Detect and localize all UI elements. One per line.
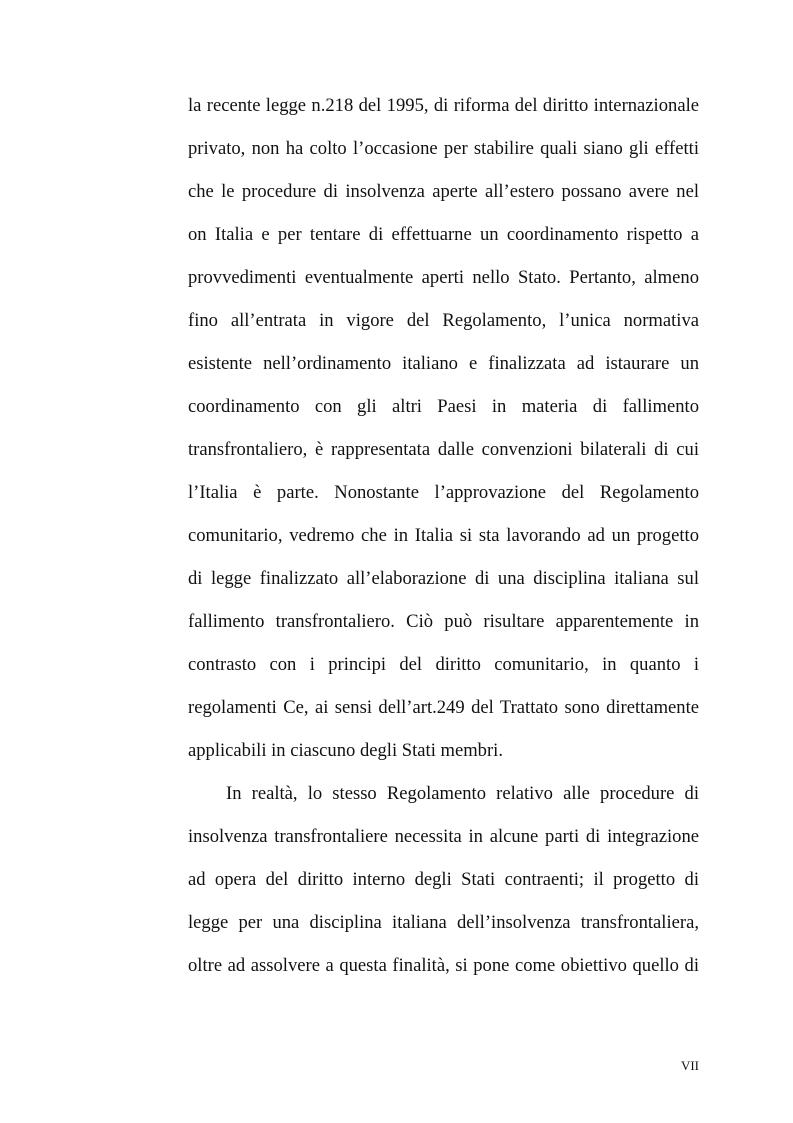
text-line: privato, non ha colto l’occasione per stabilire quali siano gli effetti [188,138,699,159]
text-line: on Italia e per tentare di effettuarne un coordinamento rispetto a [188,224,699,245]
text-line: esistente nell’ordinamento italiano e finalizzata ad istaurare un [188,353,699,374]
text-line: provvedimenti eventualmente aperti nello Stato. Pertanto, almeno [188,267,699,288]
text-line: l’Italia è parte. Nonostante l’approvazione del Regolamento [188,482,699,503]
text-line: fino all’entrata in vigore del Regolamento, l’unica normativa [188,310,699,331]
text-line: ad opera del diritto interno degli Stati contraenti; il progetto di [188,869,699,890]
text-line: comunitario, vedremo che in Italia si sta lavorando ad un progetto [188,525,699,546]
text-line: coordinamento con gli altri Paesi in materia di fallimento [188,396,699,417]
text-line: di legge finalizzato all’elaborazione di una disciplina italiana sul [188,568,699,589]
text-line: la recente legge n.218 del 1995, di riforma del diritto internazionale [188,95,699,116]
text-line: legge per una disciplina italiana dell’insolvenza transfrontaliera, [188,912,699,933]
text-line: transfrontaliero, è rappresentata dalle convenzioni bilaterali di cui [188,439,699,460]
text-line: applicabili in ciascuno degli Stati membri. [188,740,503,761]
text-line: insolvenza transfrontaliere necessita in alcune parti di integrazione [188,826,699,847]
text-line: oltre ad assolvere a questa finalità, si pone come obiettivo quello di [188,955,699,976]
text-line: che le procedure di insolvenza aperte all’estero possano avere nel [188,181,699,202]
text-line: regolamenti Ce, ai sensi dell’art.249 del Trattato sono direttamente [188,697,699,718]
text-line: contrasto con i principi del diritto comunitario, in quanto i [188,654,699,675]
text-line: fallimento transfrontaliero. Ciò può risultare apparentemente in [188,611,699,632]
text-line: In realtà, lo stesso Regolamento relativo alle procedure di [226,783,699,804]
page-number: VII [680,1058,699,1073]
